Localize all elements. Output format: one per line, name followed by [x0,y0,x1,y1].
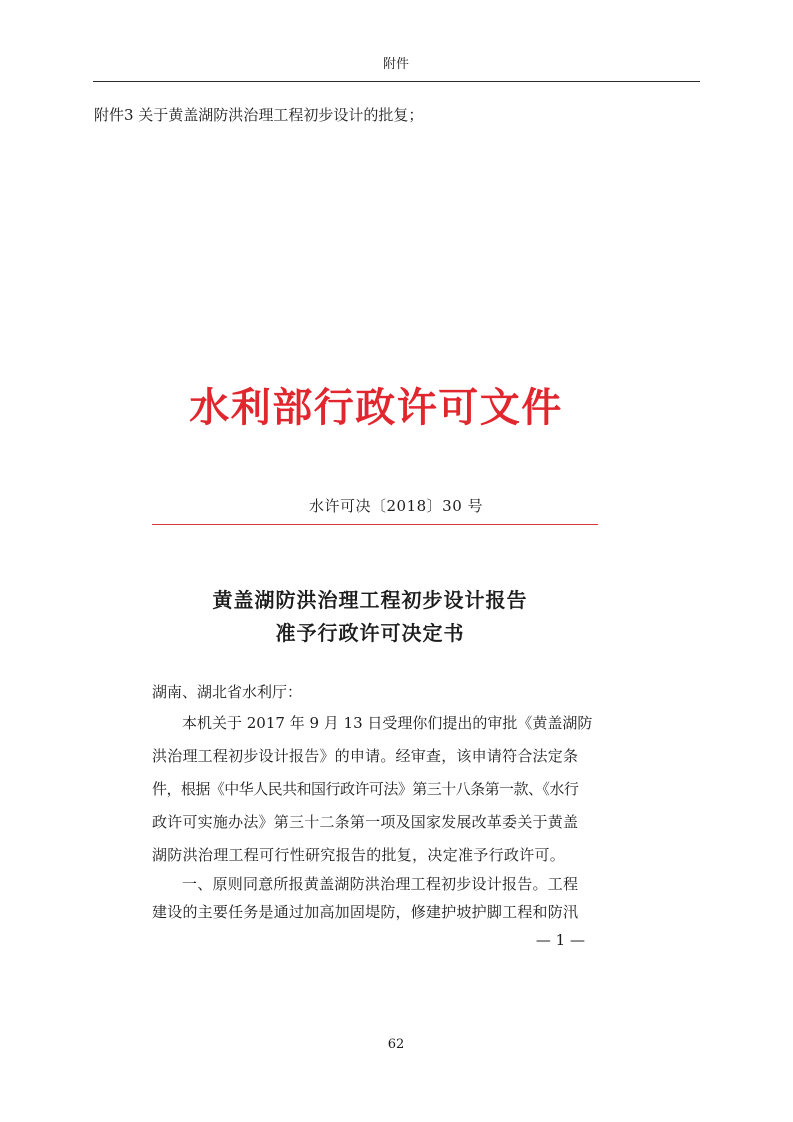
addressee: 湖南、湖北省水利厅： [152,683,303,701]
paragraph-1 [152,707,593,872]
paragraph-line: 建设的主要任务是通过加高加固堤防，修建护坡护脚工程和防汛 [152,903,578,921]
paragraph-2 [152,870,578,926]
paragraph-line: 政许可实施办法》第三十二条第一项及国家发展改革委关于黄盖 [152,813,578,831]
inner-page-number: — 1 — [535,931,585,949]
paragraph-line: 一、原则同意所报黄盖湖防洪治理工程初步设计报告。工程 [182,875,578,893]
document-number: 水许可决〔2018〕30 号 [308,497,484,515]
heading-line-1: 黄盖湖防洪治理工程初步设计报告 [212,588,528,612]
header-divider [93,81,700,82]
heading-line-2: 准予行政许可决定书 [275,621,465,645]
paragraph-line: 件，根据《中华人民共和国行政许可法》第三十八条第一款、《水行 [152,780,578,798]
paragraph-line: 本机关于 2017 年 9 月 13 日受理你们提出的审批《黄盖湖防 [182,714,593,732]
attachment-title: 附件3 关于黄盖湖防洪治理工程初步设计的批复； [94,106,424,124]
paragraph-line: 洪治理工程初步设计报告》的申请。经审查，该申请符合法定条 [152,747,578,765]
page-header-label: 附件 [382,57,409,72]
document-heading [152,584,588,650]
red-divider [152,524,598,525]
issuer-title: 水利部行政许可文件 [189,384,563,431]
paragraph-line: 湖防洪治理工程可行性研究报告的批复，决定准予行政许可。 [152,846,566,864]
footer-page-number: 62 [387,1037,405,1052]
